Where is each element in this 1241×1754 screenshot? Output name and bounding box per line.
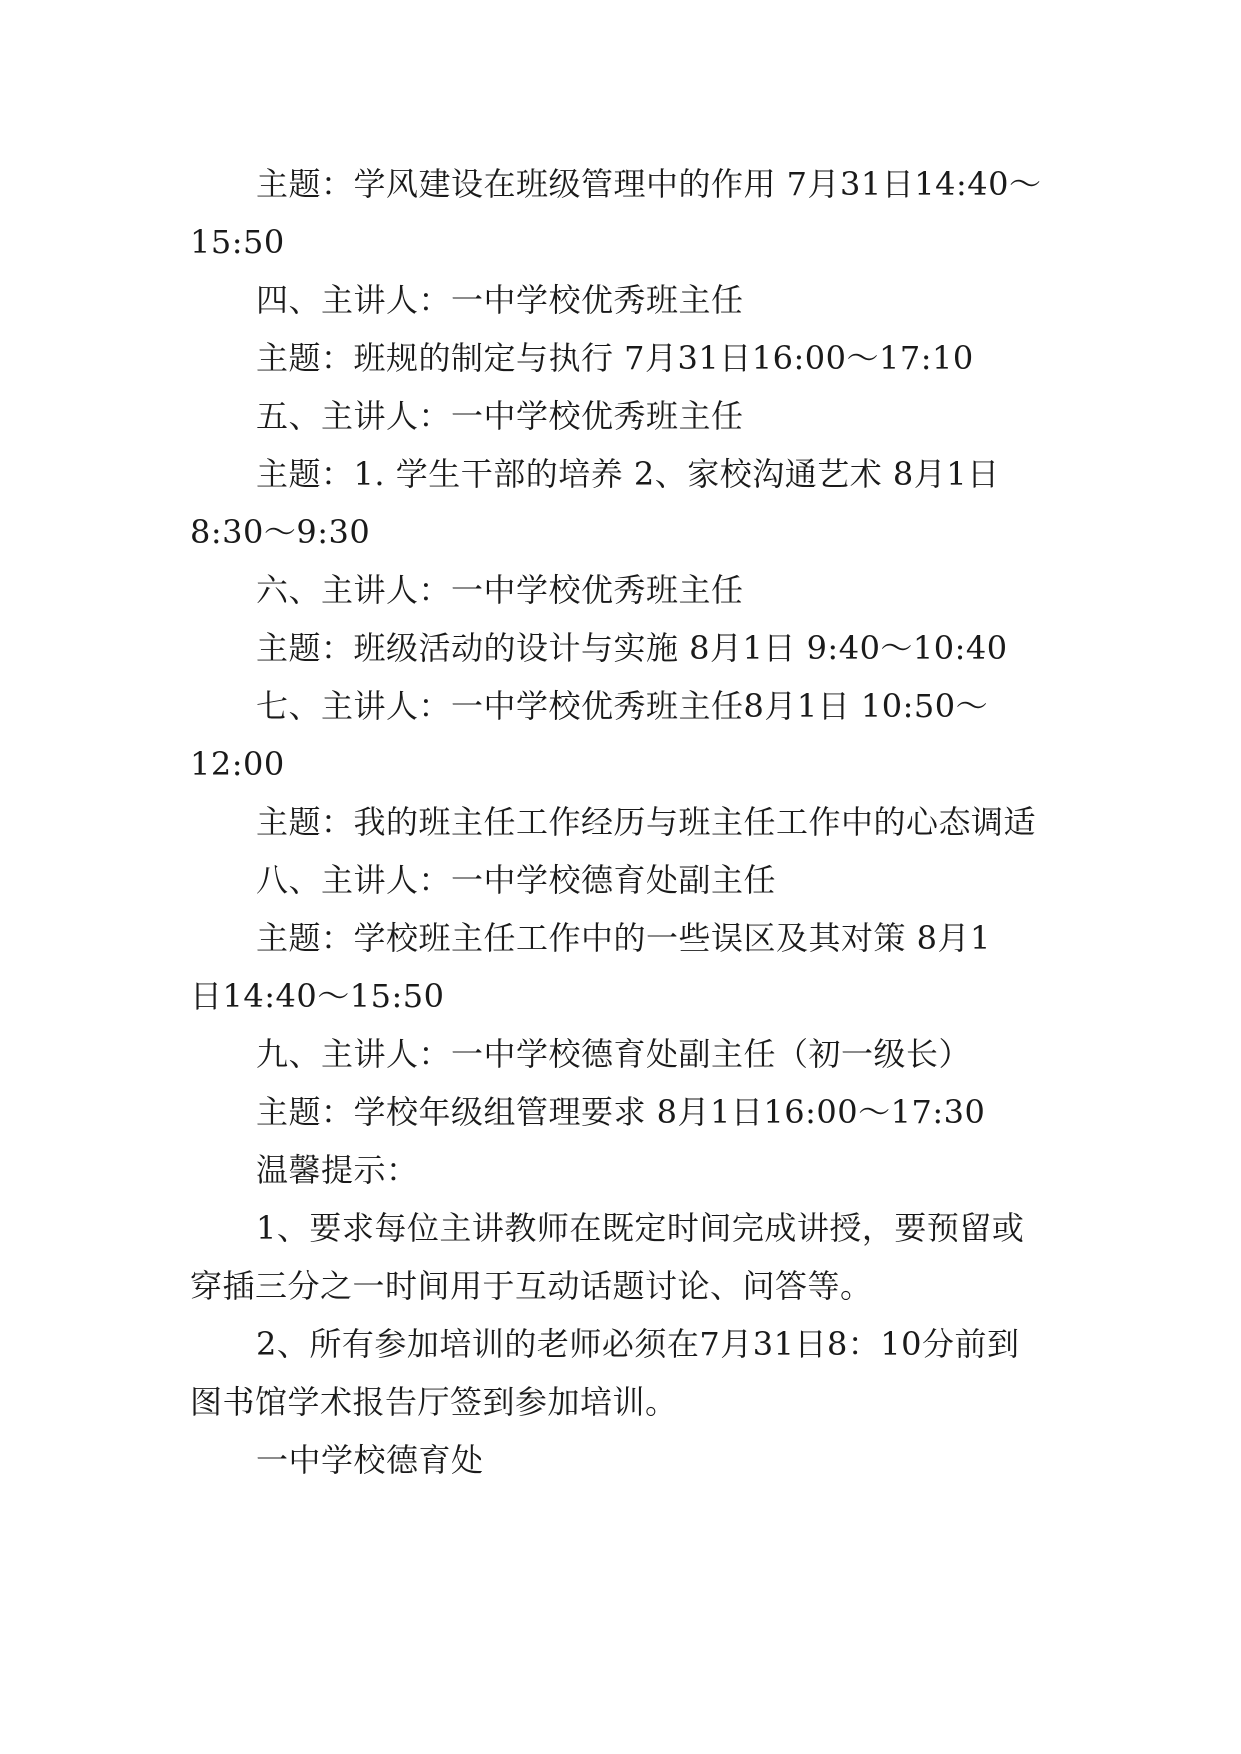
text-line: 主题：学风建设在班级管理中的作用 7月31日14:40～: [256, 165, 1042, 203]
text-line: 一中学校德育处: [256, 1441, 484, 1479]
text-line: 主题：学校年级组管理要求 8月1日16:00～17:30: [256, 1093, 986, 1131]
text-line: 主题：1. 学生干部的培养 2、家校沟通艺术 8月1日: [256, 455, 1000, 493]
text-line: 主题：班级活动的设计与实施 8月1日 9:40～10:40: [256, 629, 1008, 667]
text-line: 主题：我的班主任工作经历与班主任工作中的心态调适: [256, 803, 1037, 841]
text-line: 2、所有参加培训的老师必须在7月31日8：10分前到: [256, 1325, 1020, 1363]
text-line: 日14:40～15:50: [190, 977, 445, 1015]
text-line: 五、主讲人：一中学校优秀班主任: [256, 397, 744, 435]
text-line: 主题：学校班主任工作中的一些误区及其对策 8月1: [256, 919, 991, 957]
text-line: 15:50: [190, 223, 285, 261]
text-line: 穿插三分之一时间用于互动话题讨论、问答等。: [190, 1267, 873, 1305]
text-line: 六、主讲人：一中学校优秀班主任: [256, 571, 744, 609]
text-line: 1、要求每位主讲教师在既定时间完成讲授，要预留或: [256, 1209, 1025, 1247]
text-line: 图书馆学术报告厅签到参加培训。: [190, 1383, 678, 1421]
text-line: 七、主讲人：一中学校优秀班主任8月1日 10:50～: [256, 687, 989, 725]
document-body: [190, 155, 1052, 1489]
text-line: 八、主讲人：一中学校德育处副主任: [256, 861, 777, 899]
text-line: 12:00: [190, 745, 285, 783]
text-line: 8:30～9:30: [190, 513, 371, 551]
text-line: 九、主讲人：一中学校德育处副主任（初一级长）: [256, 1035, 972, 1073]
text-line: 四、主讲人：一中学校优秀班主任: [256, 281, 744, 319]
text-line: 温馨提示：: [256, 1151, 419, 1189]
text-line: 主题：班规的制定与执行 7月31日16:00～17:10: [256, 339, 974, 377]
